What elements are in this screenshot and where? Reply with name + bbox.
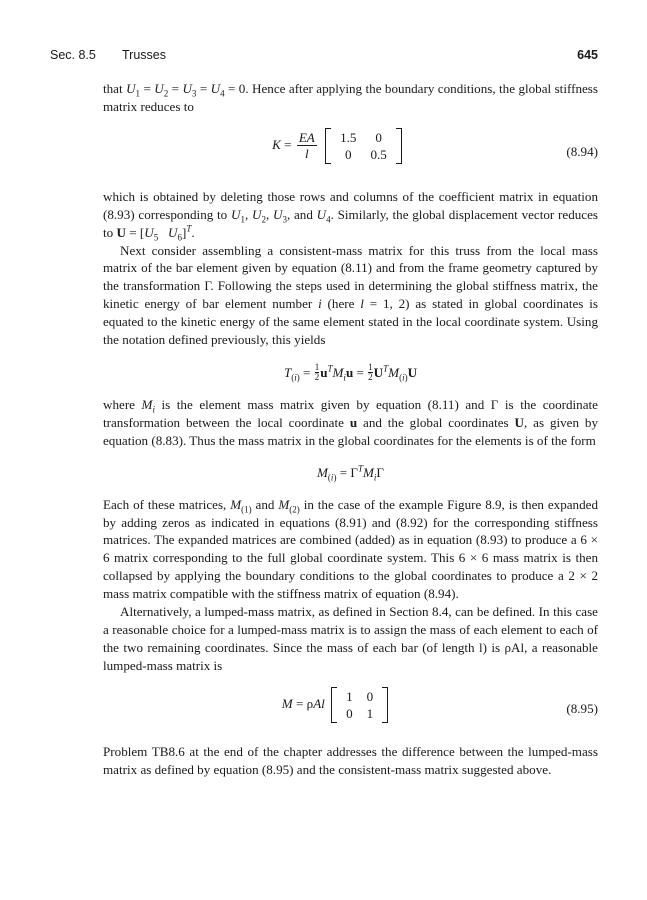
paragraph-6: Alternatively, a lumped-mass matrix, as defined in Section 8.4, can be defined. In this case a reasonable choice for a lumped-mass matrix is to assign the mass of each element to each of the two remaining coordinates. Since the mass of each bar (of length l) is ρAl, a reasonable lumped-mass matrix is xyxy=(103,604,598,673)
page-number: 645 xyxy=(577,48,598,62)
paragraph-7: Problem TB8.6 at the end of the chapter addresses the difference between the lumped-mass matrix as defined by equation (8.95) and the consistent-mass matrix suggested above. xyxy=(103,743,598,777)
matrix-entry: 1.5 xyxy=(340,129,357,145)
kinetic-energy-equation: $T_{(i)}$ = $\frac{1}{2}$ $u^TM_iu$ = $\frac{1}{2}$ $U^TM_{(i)}U$ xyxy=(283,361,418,383)
running-header xyxy=(50,48,598,66)
paragraph-3: Next consider assembling a consistent-mass matrix for this truss from the local mass matrix of the bar element given by equation (8.11) and from the frame geometry captured by the transformation Γ. Following the steps used in determining the global stiffness matrix, the kinetic energy of bar element number i (here l = 1, 2) as stated in global coordinates is equated to the kinetic energy of the same element stated in the local coordinate system. Using the notation defined previously, this yields xyxy=(103,242,598,348)
stiffness-matrix xyxy=(325,128,402,164)
lumped-mass-matrix xyxy=(331,687,388,723)
paragraph-3-lead: Next consider assembling a consistent-mass matrix for this truss from the local mass matrix of the bar element given by equation (8.11) and from the frame geometry captured by the transformation Γ. xyxy=(103,242,598,294)
page-body xyxy=(103,80,598,778)
paragraph-4: where $M_i$ is the element mass matrix given by equation (8.11) and Γ is the coordinate transformation between the local coordinate u and the global coordinates U, as given by equation (8.83). Thus the mass matrix in the global coordinates for the elements is of the form xyxy=(103,396,599,448)
matrix-entry: 1 xyxy=(366,705,374,721)
matrix-entry: 0 xyxy=(346,705,353,721)
matrix-entry: 0 xyxy=(366,688,374,704)
section-title: Trusses xyxy=(122,48,166,62)
equation-8-95: M = ρAl 1 0 0 1 (8.95) xyxy=(281,688,598,721)
matrix-entry: 0 xyxy=(345,146,352,162)
paragraph-5: Each of these matrices, $M_{(1)}$ and $M_{(2)}$ in the case of the example Figure 8.9, is then expanded by adding zeros as indicated in equations (8.91) and (8.92) for the corresponding stiffness matrices. The expanded matrices are combined (added) as in equation (8.93) to produce a 6 × 6 matrix corresponding to the full global coordinate system. This 6 × 6 mass matrix is then collapsed by applying the boundary conditions to the global coordinates to produce a 2 × 2 mass matrix compatible with the stiffness matrix of equation (8.94). xyxy=(103,496,598,602)
equation-number: (8.95) xyxy=(566,700,598,716)
paragraph-1: that $U_1 = U_2 = U_3 = U_4 = 0$. Hence after applying the boundary conditions, the global stiffness matrix reduces to xyxy=(103,81,598,114)
equation-8-94: K = $\frac{EA}{l}$ 1.5 0 0 0.5 (8.94) xyxy=(272,129,598,162)
matrix-entry: 0.5 xyxy=(370,146,387,162)
mass-transform-equation: $M_{(i)} = \Gamma^TM_i\Gamma$ xyxy=(317,463,384,483)
paragraph-2: which is obtained by deleting those rows and columns of the coefficient matrix in equation (8.93) corresponding to $U_1$, $U_2$, $U_3$, and $U_4$. Similarly, the global displacement vector reduces to $U = [U_5$ $U_6]^T$. xyxy=(103,188,599,243)
equation-number: (8.94) xyxy=(566,143,598,159)
matrix-entry: 1 xyxy=(346,688,353,704)
section-label: Sec. 8.5 xyxy=(50,48,96,62)
matrix-entry: 0 xyxy=(375,129,382,145)
